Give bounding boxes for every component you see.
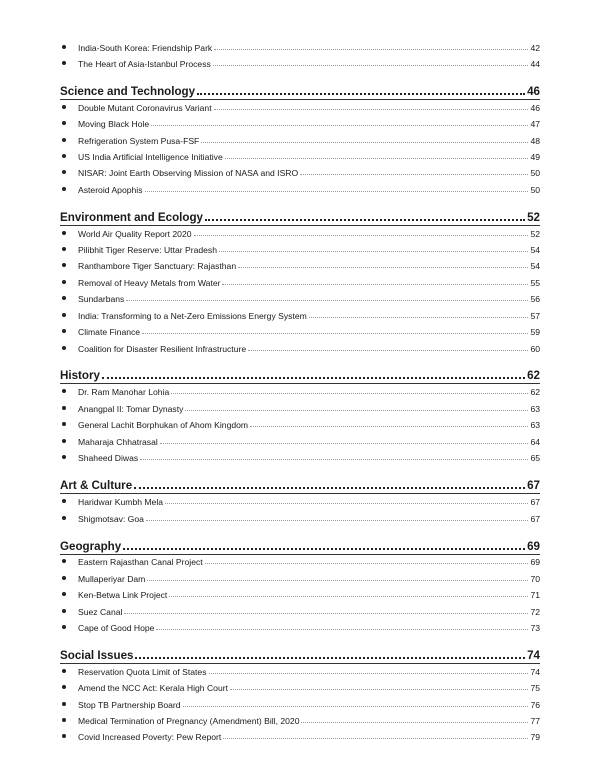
dot-leader bbox=[146, 520, 529, 521]
dot-leader bbox=[171, 393, 528, 394]
toc-item[interactable] bbox=[60, 551, 540, 567]
bullet-icon bbox=[62, 702, 66, 706]
item-title: Anangpal II: Tomar Dynasty bbox=[78, 404, 184, 414]
bullet-icon bbox=[62, 516, 66, 520]
dot-leader bbox=[147, 580, 528, 581]
page-number: 55 bbox=[530, 278, 540, 288]
page-number: 60 bbox=[530, 344, 540, 354]
dot-leader bbox=[225, 158, 529, 159]
toc-item[interactable] bbox=[60, 381, 540, 397]
bullet-icon bbox=[62, 280, 66, 284]
item-title: The Heart of Asia-Istanbul Process bbox=[78, 59, 211, 69]
toc-item[interactable] bbox=[60, 146, 540, 162]
toc-item[interactable] bbox=[60, 239, 540, 255]
toc-item[interactable] bbox=[60, 272, 540, 288]
toc-item[interactable] bbox=[60, 447, 540, 463]
bullet-icon bbox=[62, 121, 66, 125]
page-number: 63 bbox=[530, 420, 540, 430]
page-number: 74 bbox=[530, 667, 540, 677]
dot-leader bbox=[238, 267, 528, 268]
item-title: Ken-Betwa Link Project bbox=[78, 590, 168, 600]
item-title: Coalition for Disaster Resilient Infrastructure bbox=[78, 344, 247, 354]
item-title: India-South Korea: Friendship Park bbox=[78, 43, 213, 53]
dot-leader bbox=[309, 317, 529, 318]
toc-item[interactable] bbox=[60, 431, 540, 447]
item-title: Maharaja Chhatrasal bbox=[78, 437, 158, 447]
bullet-icon bbox=[62, 455, 66, 459]
page-number: 67 bbox=[530, 497, 540, 507]
page-number: 73 bbox=[530, 623, 540, 633]
item-title: Dr. Ram Manohar Lohia bbox=[78, 387, 170, 397]
bullet-icon bbox=[62, 718, 66, 722]
page-number: 50 bbox=[530, 168, 540, 178]
page-number: 74 bbox=[527, 649, 540, 662]
dot-leader bbox=[156, 629, 528, 630]
bullet-icon bbox=[62, 439, 66, 443]
page-number: 44 bbox=[530, 59, 540, 69]
item-title: Eastern Rajasthan Canal Project bbox=[78, 557, 203, 567]
page-number: 65 bbox=[530, 453, 540, 463]
bullet-icon bbox=[62, 231, 66, 235]
toc-item[interactable] bbox=[60, 398, 540, 414]
dot-leader bbox=[201, 142, 528, 143]
page-number: 76 bbox=[530, 700, 540, 710]
bullet-icon bbox=[62, 138, 66, 142]
bullet-icon bbox=[62, 499, 66, 503]
item-title: Covid Increased Poverty: Pew Report bbox=[78, 732, 222, 742]
bullet-icon bbox=[62, 576, 66, 580]
dot-leader bbox=[102, 377, 525, 379]
dot-leader bbox=[223, 738, 528, 739]
page-number: 75 bbox=[530, 683, 540, 693]
page-number: 54 bbox=[530, 261, 540, 271]
toc-item[interactable] bbox=[60, 710, 540, 726]
dot-leader bbox=[222, 284, 528, 285]
dot-leader bbox=[134, 487, 525, 489]
dot-leader bbox=[165, 503, 528, 504]
bullet-icon bbox=[62, 734, 66, 738]
toc-item[interactable] bbox=[60, 338, 540, 354]
dot-leader bbox=[213, 65, 529, 66]
page-number: 52 bbox=[530, 229, 540, 239]
item-title: Double Mutant Coronavirus Variant bbox=[78, 103, 212, 113]
page-number: 64 bbox=[530, 437, 540, 447]
bullet-icon bbox=[62, 592, 66, 596]
toc-item[interactable] bbox=[60, 53, 540, 69]
page-number: 77 bbox=[530, 716, 540, 726]
toc-item[interactable] bbox=[60, 321, 540, 337]
item-title: Cape of Good Hope bbox=[78, 623, 155, 633]
dot-leader bbox=[214, 109, 529, 110]
dot-leader bbox=[301, 722, 528, 723]
page-number: 63 bbox=[530, 404, 540, 414]
page-number: 50 bbox=[530, 185, 540, 195]
dot-leader bbox=[250, 426, 528, 427]
bullet-icon bbox=[62, 296, 66, 300]
toc-item[interactable] bbox=[60, 508, 540, 524]
page-number: 59 bbox=[530, 327, 540, 337]
item-title: Suez Canal bbox=[78, 607, 123, 617]
page-number: 47 bbox=[530, 119, 540, 129]
bullet-icon bbox=[62, 609, 66, 613]
bullet-icon bbox=[62, 313, 66, 317]
section-title: Science and Technology bbox=[60, 85, 196, 98]
item-title: Refrigeration System Pusa-FSF bbox=[78, 136, 200, 146]
item-title: Removal of Heavy Metals from Water bbox=[78, 278, 221, 288]
item-title: Pilibhit Tiger Reserve: Uttar Pradesh bbox=[78, 245, 217, 255]
item-title: Ranthambore Tiger Sanctuary: Rajasthan bbox=[78, 261, 237, 271]
dot-leader bbox=[205, 563, 529, 564]
page-number: 54 bbox=[530, 245, 540, 255]
bullet-icon bbox=[62, 329, 66, 333]
dot-leader bbox=[124, 613, 528, 614]
bullet-icon bbox=[62, 625, 66, 629]
toc-item[interactable] bbox=[60, 97, 540, 113]
dot-leader bbox=[205, 219, 525, 221]
bullet-icon bbox=[62, 389, 66, 393]
section-title: Art & Culture bbox=[60, 479, 133, 492]
toc-item[interactable] bbox=[60, 223, 540, 239]
bullet-icon bbox=[62, 559, 66, 563]
dot-leader bbox=[214, 49, 528, 50]
dot-leader bbox=[230, 689, 528, 690]
page-number: 57 bbox=[530, 311, 540, 321]
item-title: Asteroid Apophis bbox=[78, 185, 143, 195]
toc-section[interactable] bbox=[60, 80, 540, 98]
item-title: Mullaperiyar Dam bbox=[78, 574, 146, 584]
dot-leader bbox=[160, 443, 529, 444]
page-number: 42 bbox=[530, 43, 540, 53]
page-number: 46 bbox=[527, 85, 540, 98]
toc-item[interactable] bbox=[60, 113, 540, 129]
page-number: 48 bbox=[530, 136, 540, 146]
bullet-icon bbox=[62, 422, 66, 426]
bullet-icon bbox=[62, 406, 66, 410]
dot-leader bbox=[185, 410, 528, 411]
page-number: 62 bbox=[530, 387, 540, 397]
toc-item[interactable] bbox=[60, 661, 540, 677]
bullet-icon bbox=[62, 45, 66, 49]
dot-leader bbox=[145, 191, 529, 192]
page-number: 62 bbox=[527, 369, 540, 382]
page-number: 69 bbox=[530, 557, 540, 567]
toc-section[interactable] bbox=[60, 474, 540, 492]
page-number: 56 bbox=[530, 294, 540, 304]
bullet-icon bbox=[62, 247, 66, 251]
toc-item[interactable] bbox=[60, 305, 540, 321]
dot-leader bbox=[126, 300, 528, 301]
item-title: Climate Finance bbox=[78, 327, 141, 337]
dot-leader bbox=[123, 548, 525, 550]
dot-leader bbox=[300, 174, 528, 175]
item-title: Stop TB Partnership Board bbox=[78, 700, 181, 710]
toc-item[interactable] bbox=[60, 37, 540, 53]
bullet-icon bbox=[62, 669, 66, 673]
toc-item[interactable] bbox=[60, 584, 540, 600]
toc-item[interactable] bbox=[60, 617, 540, 633]
bullet-icon bbox=[62, 170, 66, 174]
item-title: World Air Quality Report 2020 bbox=[78, 229, 192, 239]
item-title: Sundarbans bbox=[78, 294, 125, 304]
page-number: 72 bbox=[530, 607, 540, 617]
page-number: 79 bbox=[530, 732, 540, 742]
page-number: 69 bbox=[527, 540, 540, 553]
item-title: Shigmotsav: Goa bbox=[78, 514, 144, 524]
bullet-icon bbox=[62, 685, 66, 689]
dot-leader bbox=[142, 333, 528, 334]
dot-leader bbox=[135, 657, 525, 659]
page-number: 67 bbox=[527, 479, 540, 492]
toc-item[interactable] bbox=[60, 677, 540, 693]
bullet-icon bbox=[62, 263, 66, 267]
item-title: Reservation Quota Limit of States bbox=[78, 667, 207, 677]
dot-leader bbox=[194, 235, 529, 236]
page-number: 67 bbox=[530, 514, 540, 524]
item-title: Shaheed Diwas bbox=[78, 453, 139, 463]
dot-leader bbox=[151, 125, 528, 126]
bullet-icon bbox=[62, 61, 66, 65]
toc-item[interactable] bbox=[60, 288, 540, 304]
dot-leader bbox=[183, 706, 529, 707]
page-number: 52 bbox=[527, 211, 540, 224]
toc-section[interactable] bbox=[60, 644, 540, 662]
dot-leader bbox=[140, 459, 528, 460]
page-number: 70 bbox=[530, 574, 540, 584]
toc-item[interactable] bbox=[60, 414, 540, 430]
dot-leader bbox=[209, 673, 529, 674]
item-title: Amend the NCC Act: Kerala High Court bbox=[78, 683, 228, 693]
toc-item[interactable] bbox=[60, 601, 540, 617]
section-title: Geography bbox=[60, 540, 122, 553]
bullet-icon bbox=[62, 187, 66, 191]
bullet-icon bbox=[62, 346, 66, 350]
dot-leader bbox=[248, 350, 528, 351]
item-title: Haridwar Kumbh Mela bbox=[78, 497, 164, 507]
section-title: Social Issues bbox=[60, 649, 134, 662]
section-title: Environment and Ecology bbox=[60, 211, 204, 224]
section-title: History bbox=[60, 369, 100, 382]
item-title: Moving Black Hole bbox=[78, 119, 150, 129]
toc-item[interactable] bbox=[60, 568, 540, 584]
item-title: NISAR: Joint Earth Observing Mission of NASA and ISRO bbox=[78, 168, 299, 178]
toc-item[interactable] bbox=[60, 255, 540, 271]
toc-item[interactable] bbox=[60, 162, 540, 178]
page-number: 71 bbox=[530, 590, 540, 600]
item-title: US India Artificial Intelligence Initiative bbox=[78, 152, 223, 162]
toc-item[interactable] bbox=[60, 130, 540, 146]
item-title: Medical Termination of Pregnancy (Amendment) Bill, 2020 bbox=[78, 716, 300, 726]
toc-item[interactable] bbox=[60, 179, 540, 195]
bullet-icon bbox=[62, 154, 66, 158]
item-title: General Lachit Borphukan of Ahom Kingdom bbox=[78, 420, 249, 430]
bullet-icon bbox=[62, 105, 66, 109]
dot-leader bbox=[169, 596, 528, 597]
dot-leader bbox=[219, 251, 528, 252]
page-number: 46 bbox=[530, 103, 540, 113]
toc-section[interactable] bbox=[60, 364, 540, 382]
dot-leader bbox=[197, 93, 525, 95]
page-number: 49 bbox=[530, 152, 540, 162]
toc-item[interactable] bbox=[60, 694, 540, 710]
toc-section[interactable] bbox=[60, 206, 540, 224]
toc-item[interactable] bbox=[60, 491, 540, 507]
toc-item[interactable] bbox=[60, 726, 540, 742]
item-title: India: Transforming to a Net-Zero Emissions Energy System bbox=[78, 311, 307, 321]
